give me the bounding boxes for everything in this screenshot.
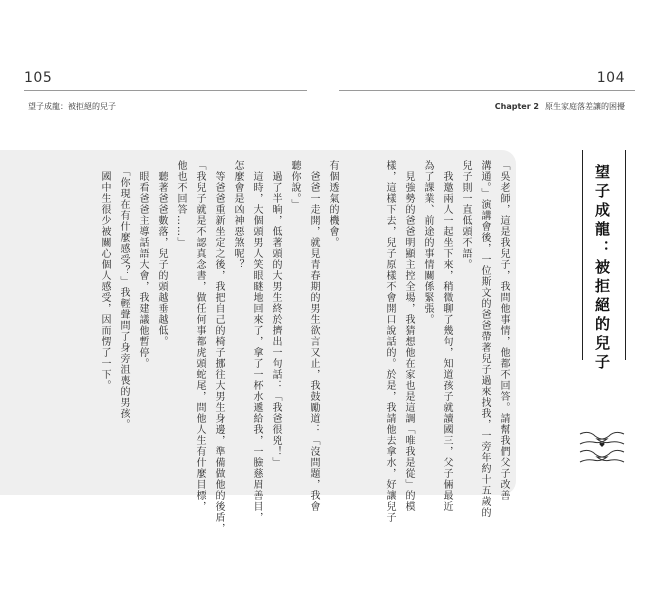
section-title: 望子成龍：被拒絕的兒子 (593, 164, 611, 373)
running-header-right (495, 101, 625, 112)
text-column: 「吳老師，這是我兒子，我問他事情，他都不回答。請幫我們父子改善 (498, 160, 509, 501)
text-column: 「你現在有什麼感受？」我輕聲問了身旁沮喪的男孩。 (118, 160, 129, 430)
text-column: 樣，這樣下去，兒子原樣不會開口說話的。於是，我請他去拿水，好讓兒子 (384, 160, 395, 523)
header-rule-left (24, 90, 307, 91)
running-header-left: 望子成龍：被拒絕的兒子 (28, 102, 116, 111)
text-column: 國中生很少被關心個人感受，因而愣了一下。 (99, 160, 110, 391)
text-column: 眼看爸爸主導話語大會，我建議他暫停。 (137, 160, 148, 369)
chapter-title: 原生家庭落差讓的困擾 (545, 102, 625, 111)
text-column: 爸爸一走開，就見青春期的男生欲言又止，我鼓勵道：「沒問題，我會 (308, 160, 319, 512)
text-column: 他也不回答……」 (175, 160, 186, 248)
header-rule-right (339, 90, 635, 91)
page-number-left: 105 (24, 70, 53, 86)
text-column: 怎麼會是凶神惡煞呢？ (232, 160, 243, 270)
text-column: 這時，大個頭男人笑眼瞇地回來了，拿了一杯水遞給我，一臉慈眉善目， (251, 160, 262, 523)
text-column: 聽著爸爸數落，兒子的頭越垂越低。 (156, 160, 167, 347)
hands-heart-icon (577, 420, 627, 470)
text-column: 聽你說。」 (289, 160, 300, 210)
chapter-label: Chapter 2 (494, 102, 539, 111)
text-column: 過了半晌，低著頭的大男生終於擠出一句話：「我爸很兇！」 (270, 160, 281, 468)
page-number-right: 104 (596, 70, 625, 86)
text-column: 兒子則一直低頭不語。 (460, 160, 471, 270)
text-column: 「我兒子就是不認真念書，做任何事都虎頭蛇尾，問他人生有什麼目標， (194, 160, 205, 512)
text-column: 見強勢的爸爸明顯主控全場，我猜想他在家也是這調「唯我是從」的模 (403, 160, 414, 512)
text-column: 有個透氣的機會。 (327, 160, 338, 248)
text-column: 為了課業、前途的事情關係緊張。 (422, 160, 433, 325)
text-column: 等爸爸重新坐定之後，我把自己的椅子挪往大男生身邊，準備做他的後盾， (213, 160, 224, 534)
text-column: 溝通。」演講會後，一位斯文的爸爸帶著兒子過來找我，一旁年約十五歲的 (479, 160, 490, 518)
text-column: 我邀兩人一起坐下來，稍微聊了幾句，知道孩子就讀國三，父子倆最近 (441, 160, 452, 512)
